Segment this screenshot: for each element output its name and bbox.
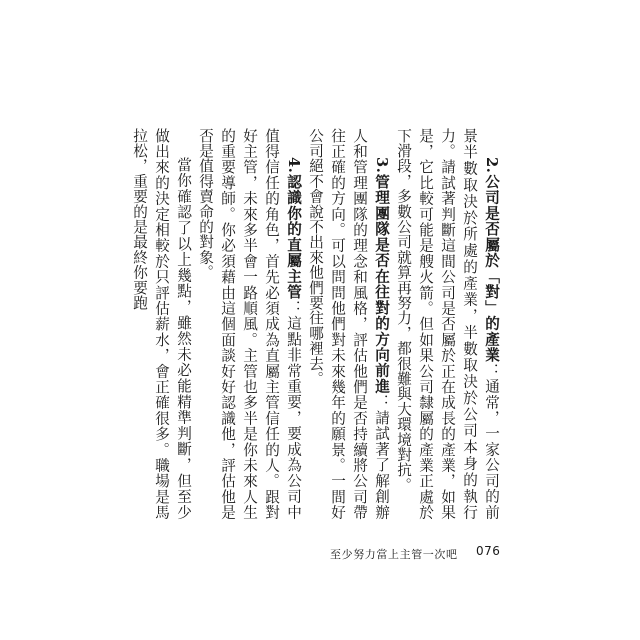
heading-supervisor: 4.認識你的直屬主管 xyxy=(285,157,302,301)
paragraph-conclusion xyxy=(128,128,194,520)
text-conclusion: 當你確認了以上幾點，雖然未必能精準判斷，但至少做出來的決定相較於只評估薪水，會正確很多。職場是馬拉松，重要的是最終你要跑 xyxy=(131,128,192,520)
paragraph-industry xyxy=(392,128,502,520)
body-text xyxy=(132,128,502,520)
running-footer-title: 至少努力當上主管一次吧 xyxy=(330,548,458,561)
text-management: ：請試著了解創辦人和管理團隊的理念和風格，評估他們是否持續將公司帶往正確的方向。可以問問他們對未來幾年的願景。一間好公司絕不會說不出來他們要往哪裡去。 xyxy=(307,128,390,520)
paragraph-supervisor xyxy=(194,128,304,520)
text-supervisor: ：這點非常重要，要成為公司中值得信任的角色，首先必須成為直屬主管信任的人。跟對好主管，未來多半會一路順風。主管也多半是你未來人生的重要導師。你必須藉由這個面談好好認識他，評估他是否是值得賣命的對象。 xyxy=(197,128,302,520)
heading-management: 3.管理團隊是否在往對的方向前進 xyxy=(373,157,390,395)
text-industry: ：通常，一家公司的前景半數取決於所處的產業，半數取決於公司本身的執行力。請試著判斷這間公司是否屬於正在成長的產業，如果是，它比較可能是艘火箭。但如果公司隸屬的產業正處於下滑段，多數公司就算再努力，都很難與大環境對抗。 xyxy=(395,128,500,521)
heading-industry: 2.公司是否屬於「對」的產業 xyxy=(483,157,500,364)
page-number: 076 xyxy=(476,544,501,558)
paragraph-management xyxy=(304,128,392,520)
